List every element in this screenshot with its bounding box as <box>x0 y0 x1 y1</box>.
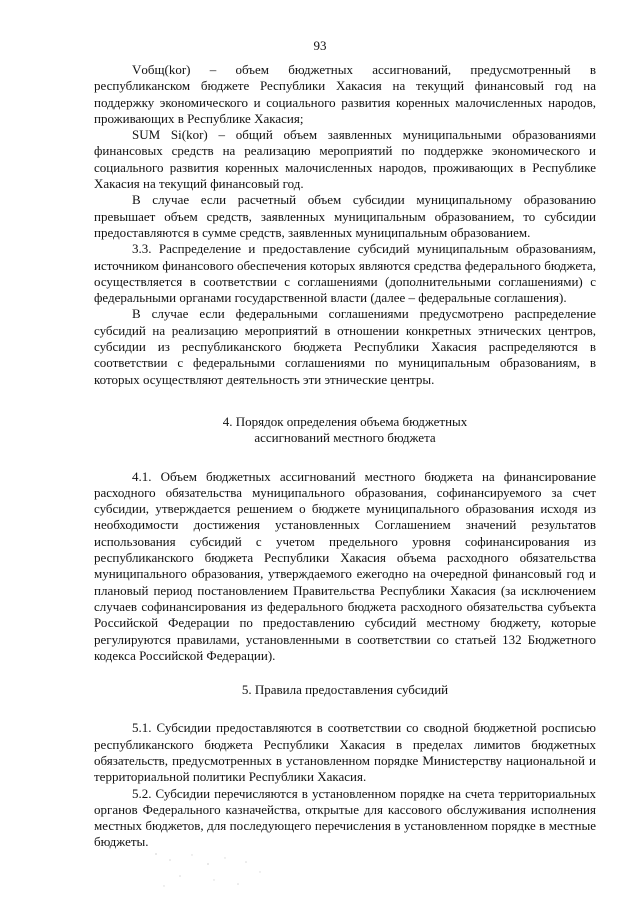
paragraph-4-1: 4.1. Объем бюджетных ассигнований местного бюджета на финансирование расходного обязательства муниципального образования, софинансируемого за счет субсидии, утверждается решением о бюджете муниципального образования исходя из необходимости достижения установленных Соглашением значений результатов использования субсидий с учетом предельного уровня софинансирования из республиканского бюджета Республики Хакасия объема расходного обязательства муниципального образования, утверждаемого ежегодно на очередной финансовый год и плановый период постановлением Правительства Республики Хакасия (за исключением случаев софинансирования из федерального бюджета расходного обязательства субъекта Российской Федерации по предоставлению субсидий местному бюджету, которые регулируются правилами, установленными в соответствии со статьей 132 Бюджетного кодекса Российской Федерации). <box>94 468 596 663</box>
paragraph-ethnic-centers: В случае если федеральными соглашениями предусмотрено распределение субсидий на реализацию мероприятий в отношении конкретных этнических центров, субсидии из республиканского бюджета Республики Хакасия распределяются в соответствии с федеральными соглашениями по муниципальным образованиям, в которых осуществляют деятельность эти этнические центры. <box>94 306 596 387</box>
paragraph-sum-si: SUM Si(kor) – общий объем заявленных муниципальными образованиями финансовых средств на реализацию мероприятий по поддержке экономического и социального развития коренных малочисленных народов, проживающих в Республике Хакасия на текущий финансовый год. <box>94 127 596 192</box>
section-5-heading-text: 5. Правила предоставления субсидий <box>241 682 449 698</box>
paragraph-exceeds: В случае если расчетный объем субсидии муниципальному образованию превышает объем средств, заявленных муниципальным образованием, то субсидии предоставляются в сумме средств, заявленных муниципальным образованием. <box>94 192 596 240</box>
document-body <box>94 62 596 851</box>
section-4-heading <box>94 414 596 447</box>
section-4-heading-line2: ассигнований местного бюджета <box>254 430 436 446</box>
paragraph-5-1: 5.1. Субсидии предоставляются в соответствии со сводной бюджетной росписью республиканского бюджета Республики Хакасия в пределах лимитов бюджетных обязательств, предусмотренных в установленном порядке Министерству национальной и территориальной политики Республики Хакасия. <box>94 720 596 785</box>
page-number: 93 <box>313 38 327 53</box>
paragraph-3-3: 3.3. Распределение и предоставление субсидий муниципальным образованиям, источником финансового обеспечения которых являются средства федерального бюджета, осуществляется в соответствии с соглашениями (дополнительными соглашениями) с федеральными органами государственной власти (далее – федеральные соглашения). <box>94 241 596 306</box>
paragraph-5-2: 5.2. Субсидии перечисляются в установленном порядке на счета территориальных органов Федерального казначейства, открытые для кассового обслуживания исполнения местных бюджетов, для последующего перечисления в установленном порядке в местные бюджеты. <box>94 785 596 850</box>
paragraph-vobsh: Vобщ(kor) – объем бюджетных ассигнований, предусмотренный в республиканском бюджете Республики Хакасия на текущий финансовый год на поддержку экономического и социального развития коренных малочисленных народов, проживающих в Республике Хакасия; <box>94 62 596 126</box>
section-4-heading-line1: 4. Порядок определения объема бюджетных <box>222 413 468 429</box>
section-5-heading <box>94 682 596 698</box>
faint-scan-marks <box>150 850 280 890</box>
